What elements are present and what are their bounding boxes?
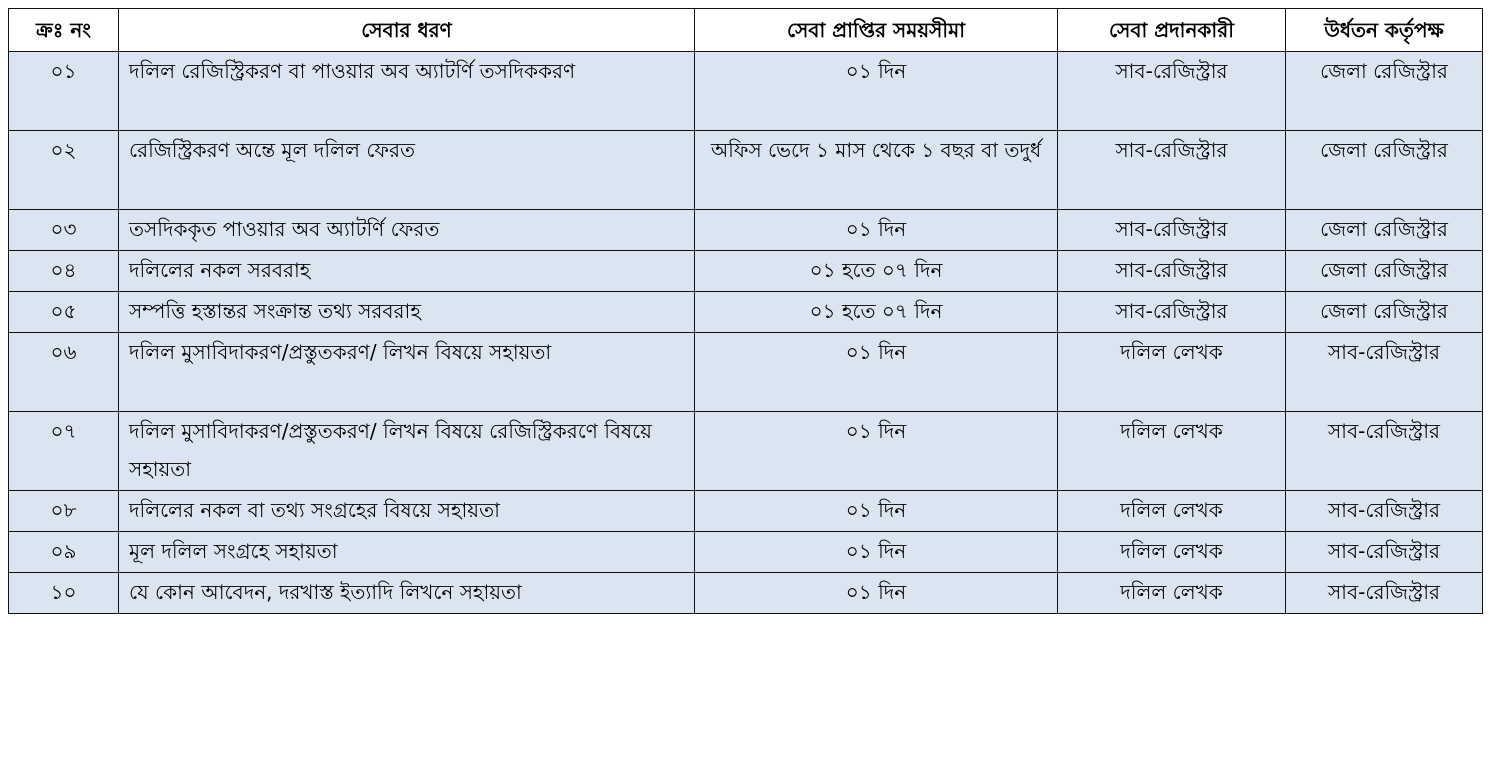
table-row <box>9 532 1483 573</box>
cell-serial: ০২ <box>9 131 119 210</box>
cell-serial: ০৬ <box>9 333 119 412</box>
header-provider: সেবা প্রদানকারী <box>1058 9 1286 52</box>
cell-provider: সাব-রেজিস্ট্রার <box>1058 251 1286 292</box>
header-service-type: সেবার ধরণ <box>119 9 695 52</box>
table-row <box>9 251 1483 292</box>
cell-authority: সাব-রেজিস্ট্রার <box>1286 532 1483 573</box>
cell-time: ০১ হতে ০৭ দিন <box>695 292 1058 333</box>
cell-authority: সাব-রেজিস্ট্রার <box>1286 333 1483 412</box>
cell-serial: ০৯ <box>9 532 119 573</box>
cell-time: ০১ হতে ০৭ দিন <box>695 251 1058 292</box>
cell-time: ০১ দিন <box>695 491 1058 532</box>
cell-provider: দলিল লেখক <box>1058 532 1286 573</box>
cell-service: দলিলের নকল সরবরাহ <box>119 251 695 292</box>
cell-provider: দলিল লেখক <box>1058 333 1286 412</box>
header-authority: উর্ধতন কর্তৃপক্ষ <box>1286 9 1483 52</box>
table-row <box>9 131 1483 210</box>
cell-time: ০১ দিন <box>695 532 1058 573</box>
cell-provider: দলিল লেখক <box>1058 491 1286 532</box>
cell-service: সম্পত্তি হস্তান্তর সংক্রান্ত তথ্য সরবরাহ <box>119 292 695 333</box>
cell-serial: ০৮ <box>9 491 119 532</box>
cell-serial: ০৪ <box>9 251 119 292</box>
table-header-row <box>9 9 1483 52</box>
cell-serial: ০৫ <box>9 292 119 333</box>
cell-provider: সাব-রেজিস্ট্রার <box>1058 131 1286 210</box>
cell-authority: জেলা রেজিস্ট্রার <box>1286 52 1483 131</box>
table-row <box>9 491 1483 532</box>
table-row <box>9 333 1483 412</box>
service-table <box>8 8 1483 614</box>
table-row <box>9 412 1483 491</box>
table-row <box>9 52 1483 131</box>
cell-service: দলিল মুসাবিদাকরণ/প্রস্তুতকরণ/ লিখন বিষয়ে রেজিস্ট্রিকরণে বিষয়ে সহায়তা <box>119 412 695 491</box>
cell-time: ০১ দিন <box>695 573 1058 614</box>
cell-provider: সাব-রেজিস্ট্রার <box>1058 52 1286 131</box>
cell-serial: ০৭ <box>9 412 119 491</box>
cell-service: দলিল রেজিস্ট্রিকরণ বা পাওয়ার অব অ্যাটর্ণি তসদিককরণ <box>119 52 695 131</box>
cell-service: তসদিককৃত পাওয়ার অব অ্যাটর্ণি ফেরত <box>119 210 695 251</box>
cell-authority: জেলা রেজিস্ট্রার <box>1286 131 1483 210</box>
table-row <box>9 210 1483 251</box>
cell-provider: সাব-রেজিস্ট্রার <box>1058 292 1286 333</box>
cell-service: যে কোন আবেদন, দরখাস্ত ইত্যাদি লিখনে সহায়তা <box>119 573 695 614</box>
header-serial: ক্রঃ নং <box>9 9 119 52</box>
cell-authority: জেলা রেজিস্ট্রার <box>1286 210 1483 251</box>
cell-time: অফিস ভেদে ১ মাস থেকে ১ বছর বা তদুর্ধ <box>695 131 1058 210</box>
cell-authority: সাব-রেজিস্ট্রার <box>1286 573 1483 614</box>
cell-time: ০১ দিন <box>695 210 1058 251</box>
cell-service: দলিল মুসাবিদাকরণ/প্রস্তুতকরণ/ লিখন বিষয়ে সহায়তা <box>119 333 695 412</box>
cell-service: মূল দলিল সংগ্রহে সহায়তা <box>119 532 695 573</box>
cell-time: ০১ দিন <box>695 333 1058 412</box>
cell-authority: সাব-রেজিস্ট্রার <box>1286 491 1483 532</box>
service-table-container <box>8 8 1482 614</box>
table-row <box>9 573 1483 614</box>
cell-authority: জেলা রেজিস্ট্রার <box>1286 292 1483 333</box>
cell-service: রেজিস্ট্রিকরণ অন্তে মূল দলিল ফেরত <box>119 131 695 210</box>
cell-authority: সাব-রেজিস্ট্রার <box>1286 412 1483 491</box>
cell-time: ০১ দিন <box>695 412 1058 491</box>
cell-provider: দলিল লেখক <box>1058 573 1286 614</box>
header-time-limit: সেবা প্রাপ্তির সময়সীমা <box>695 9 1058 52</box>
cell-serial: ১০ <box>9 573 119 614</box>
cell-provider: দলিল লেখক <box>1058 412 1286 491</box>
cell-provider: সাব-রেজিস্ট্রার <box>1058 210 1286 251</box>
cell-service: দলিলের নকল বা তথ্য সংগ্রহের বিষয়ে সহায়তা <box>119 491 695 532</box>
table-row <box>9 292 1483 333</box>
cell-authority: জেলা রেজিস্ট্রার <box>1286 251 1483 292</box>
cell-serial: ০১ <box>9 52 119 131</box>
cell-time: ০১ দিন <box>695 52 1058 131</box>
cell-serial: ০৩ <box>9 210 119 251</box>
